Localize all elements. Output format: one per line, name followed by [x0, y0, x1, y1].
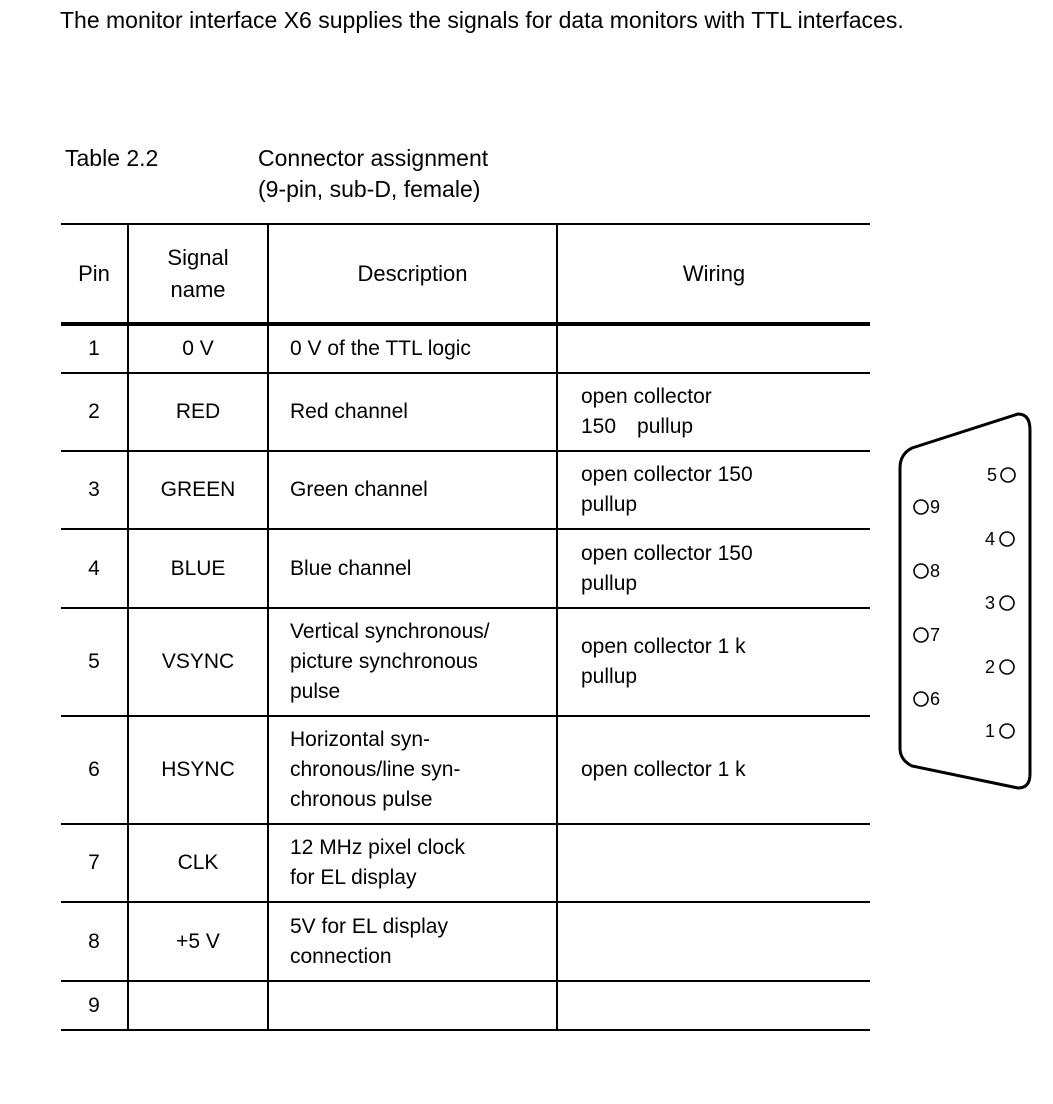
pin-label: 8 — [930, 561, 941, 581]
pin-hole — [1000, 596, 1014, 610]
pin-label: 9 — [930, 497, 941, 517]
cell-description — [268, 981, 557, 1030]
table-row — [61, 324, 870, 373]
cell-signal: VSYNC — [128, 608, 268, 716]
table-row — [61, 608, 870, 716]
cell-wiring — [557, 902, 870, 981]
cell-description: 5V for EL display connection — [268, 902, 557, 981]
cell-pin: 5 — [61, 608, 128, 716]
pin-label: 5 — [987, 465, 998, 485]
cell-wiring — [557, 981, 870, 1030]
pin-hole — [914, 564, 928, 578]
cell-pin: 9 — [61, 981, 128, 1030]
table-row — [61, 824, 870, 902]
header-wiring: Wiring — [557, 224, 870, 324]
cell-wiring — [557, 324, 870, 373]
cell-pin: 2 — [61, 373, 128, 451]
table-row — [61, 902, 870, 981]
pin-label: 2 — [985, 657, 996, 677]
pin-hole — [1001, 468, 1015, 482]
pin-hole — [1000, 660, 1014, 674]
cell-signal: GREEN — [128, 451, 268, 529]
pin-label: 7 — [930, 625, 941, 645]
cell-description: Green channel — [268, 451, 557, 529]
sub-d-connector-diagram — [890, 408, 1040, 798]
connector-assignment-table — [61, 223, 870, 1031]
pin-hole — [914, 692, 928, 706]
cell-pin: 3 — [61, 451, 128, 529]
cell-signal: 0 V — [128, 324, 268, 373]
pin-label: 4 — [985, 529, 996, 549]
cell-wiring: open collector 1 k pullup — [557, 608, 870, 716]
cell-pin: 6 — [61, 716, 128, 824]
header-pin: Pin — [61, 224, 128, 324]
table-row — [61, 373, 870, 451]
header-description: Description — [268, 224, 557, 324]
cell-signal: +5 V — [128, 902, 268, 981]
cell-description: Red channel — [268, 373, 557, 451]
cell-signal: BLUE — [128, 529, 268, 608]
table-caption-label: Table 2.2 — [65, 145, 159, 171]
cell-description: Horizontal syn- chronous/line syn- chronous pulse — [268, 716, 557, 824]
intro-paragraph: The monitor interface X6 supplies the signals for data monitors with TTL interfaces. — [60, 7, 904, 33]
pin-label: 3 — [985, 593, 996, 613]
pin-label: 6 — [930, 689, 941, 709]
cell-wiring: open collector 150 pullup — [557, 529, 870, 608]
table-header-row — [61, 224, 870, 324]
cell-wiring — [557, 824, 870, 902]
table-row — [61, 981, 870, 1030]
cell-signal — [128, 981, 268, 1030]
cell-pin: 1 — [61, 324, 128, 373]
cell-signal: RED — [128, 373, 268, 451]
table-row — [61, 451, 870, 529]
cell-wiring: open collector 150 pullup — [557, 373, 870, 451]
connector-outline — [900, 414, 1030, 788]
cell-pin: 7 — [61, 824, 128, 902]
pin-hole — [1000, 724, 1014, 738]
cell-signal: CLK — [128, 824, 268, 902]
cell-description: Vertical synchronous/ picture synchronous pulse — [268, 608, 557, 716]
cell-signal: HSYNC — [128, 716, 268, 824]
table-row — [61, 716, 870, 824]
cell-description: 12 MHz pixel clock for EL display — [268, 824, 557, 902]
cell-description: 0 V of the TTL logic — [268, 324, 557, 373]
pin-hole — [914, 500, 928, 514]
table-caption-title: Connector assignment (9-pin, sub-D, female) — [258, 145, 489, 202]
header-signal-name: Signal name — [128, 224, 268, 324]
cell-wiring: open collector 1 k — [557, 716, 870, 824]
table-row — [61, 529, 870, 608]
pin-hole — [914, 628, 928, 642]
pin-hole — [1000, 532, 1014, 546]
pin-label: 1 — [985, 721, 996, 741]
cell-description: Blue channel — [268, 529, 557, 608]
cell-wiring: open collector 150 pullup — [557, 451, 870, 529]
cell-pin: 4 — [61, 529, 128, 608]
cell-pin: 8 — [61, 902, 128, 981]
